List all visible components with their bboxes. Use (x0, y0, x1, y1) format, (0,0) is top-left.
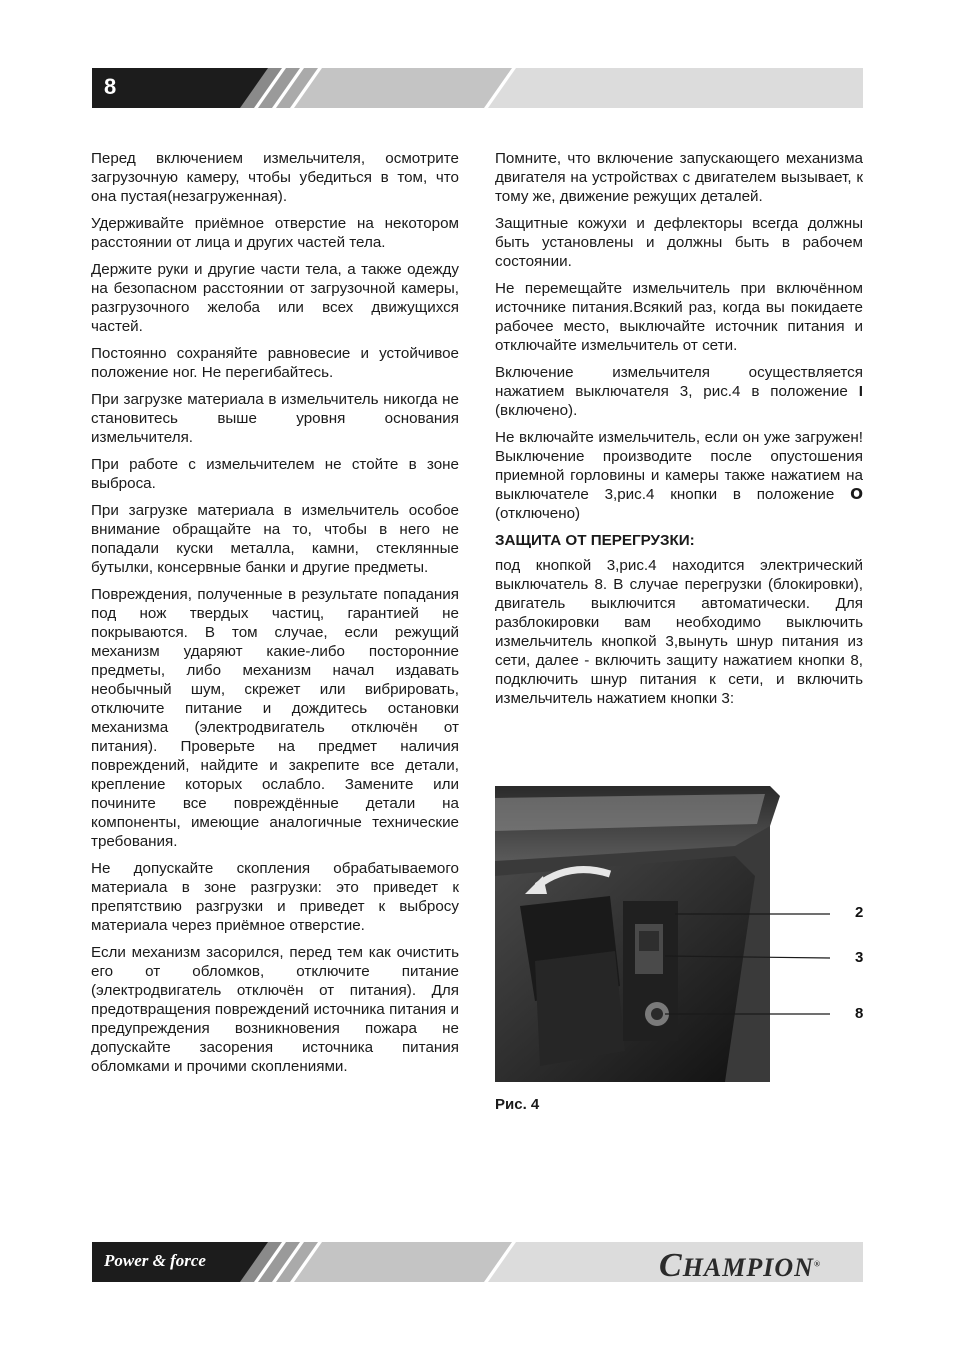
paragraph-text: Включение измельчителя осуществляется нажатием выключателя 3, рис.4 в положение (495, 364, 863, 400)
figure-caption: Рис. 4 (495, 1096, 540, 1113)
paragraph: При загрузке материала в измельчитель особое внимание обращайте на то, чтобы в него не попадали куски металла, камни, стеклянные бутылки, консервные банки и другие предметы. (91, 502, 459, 576)
section-heading: ЗАЩИТА ОТ ПЕРЕГРУЗКИ: (495, 532, 695, 549)
callout-8: 8 (855, 1005, 864, 1022)
on-symbol: I (858, 383, 863, 400)
paragraph-switch-off (495, 428, 863, 523)
paragraph: Перед включением измельчителя, осмотрите загрузочную камеру, чтобы убедиться в том, что она пустая(незагруженная). (91, 150, 459, 205)
brand-slogan: Power & force (104, 1251, 206, 1270)
figure-photo (495, 786, 865, 1082)
paragraph: При работе с измельчителем не стойте в зоне выброса. (91, 456, 459, 492)
paragraph-text: Не включайте измельчитель, если он уже загружен! Выключение производите после опустошения приемной горловины и камеры также нажатием на выключателе 3,рис.4 кнопки в положение (495, 429, 863, 503)
paragraph: Не допускайте скопления обрабатываемого материала в зоне разгрузки: это приведет к препятствию разгрузки и приведет к выбросу материала через приёмное отверстие. (91, 860, 459, 934)
paragraph-switch-on (495, 363, 863, 420)
paragraph: Держите руки и другие части тела, а также одежду на безопасном расстоянии от загрузочной камеры, разгрузочного желоба или всех движущихся частей. (91, 261, 459, 335)
paragraph: Постоянно сохраняйте равновесие и устойчивое положение ног. Не перегибайтесь. (91, 345, 459, 381)
header-band-graphic (92, 68, 863, 108)
off-symbol: O (850, 485, 863, 503)
callout-3: 3 (855, 949, 864, 966)
callout-2: 2 (855, 904, 864, 921)
header-band (92, 68, 863, 108)
right-column (495, 149, 863, 716)
champion-logo: CHAMPION® (659, 1247, 821, 1284)
paragraph: Удерживайте приёмное отверстие на некотором расстоянии от лица и других частей тела. (91, 215, 459, 251)
paragraph: под кнопкой 3,рис.4 находится электрический выключатель 8. В случае перегрузки (блокировки), двигатель выключится автоматически. Для разблокировки вам необходимо выключить измельчитель кнопкой 3,вынуть шнур питания из сети, далее - включить защиту нажатием кнопки 8, подключить шнур питания к сети, и включить измельчитель нажатием кнопки 3: (495, 557, 863, 707)
paragraph: Помните, что включение запускающего механизма двигателя на устройствах с двигателем вызывает, к тому же, движение режущих деталей. (495, 150, 863, 205)
paragraph-tail: (включено). (495, 402, 578, 419)
paragraph: Защитные кожухи и дефлекторы всегда должны быть установлены и должны быть в рабочем состоянии. (495, 215, 863, 270)
left-column (91, 149, 459, 1084)
footer-band (92, 1242, 863, 1282)
paragraph: При загрузке материала в измельчитель никогда не становитесь выше уровня основания измельчителя. (91, 391, 459, 446)
page-number: 8 (104, 74, 117, 99)
paragraph-tail: (отключено) (495, 505, 581, 522)
paragraph: Повреждения, полученные в результате попадания под нож твердых частиц, гарантией не покрываются. В том случае, если режущий механизм ударяют какие-либо посторонние предметы, либо механизм начал издавать необычный шум, скрежет или вибрировать, отключите питание и дождитесь остановки механизма (электродвигатель отключён от питания). Проверьте на предмет наличия повреждений, найдите и закрепите все детали, крепление которых ослабло. Замените или почините все повреждённые детали на компоненты, имеющие аналогичные технические требования. (91, 586, 459, 850)
paragraph: Не перемещайте измельчитель при включённом источнике питания.Всякий раз, когда вы покидаете рабочее место, выключайте источник питания и отключайте измельчитель от сети. (495, 280, 863, 354)
paragraph: Если механизм засорился, перед тем как очистить его от обломков, отключите питание (электродвигатель отключён от питания). Для предотвращения повреждений источника питания и предупреждения возникновения пожара не допускайте засорения источника питания обломками и прочими скоплениями. (91, 944, 459, 1075)
shredder-photo (495, 786, 865, 1082)
